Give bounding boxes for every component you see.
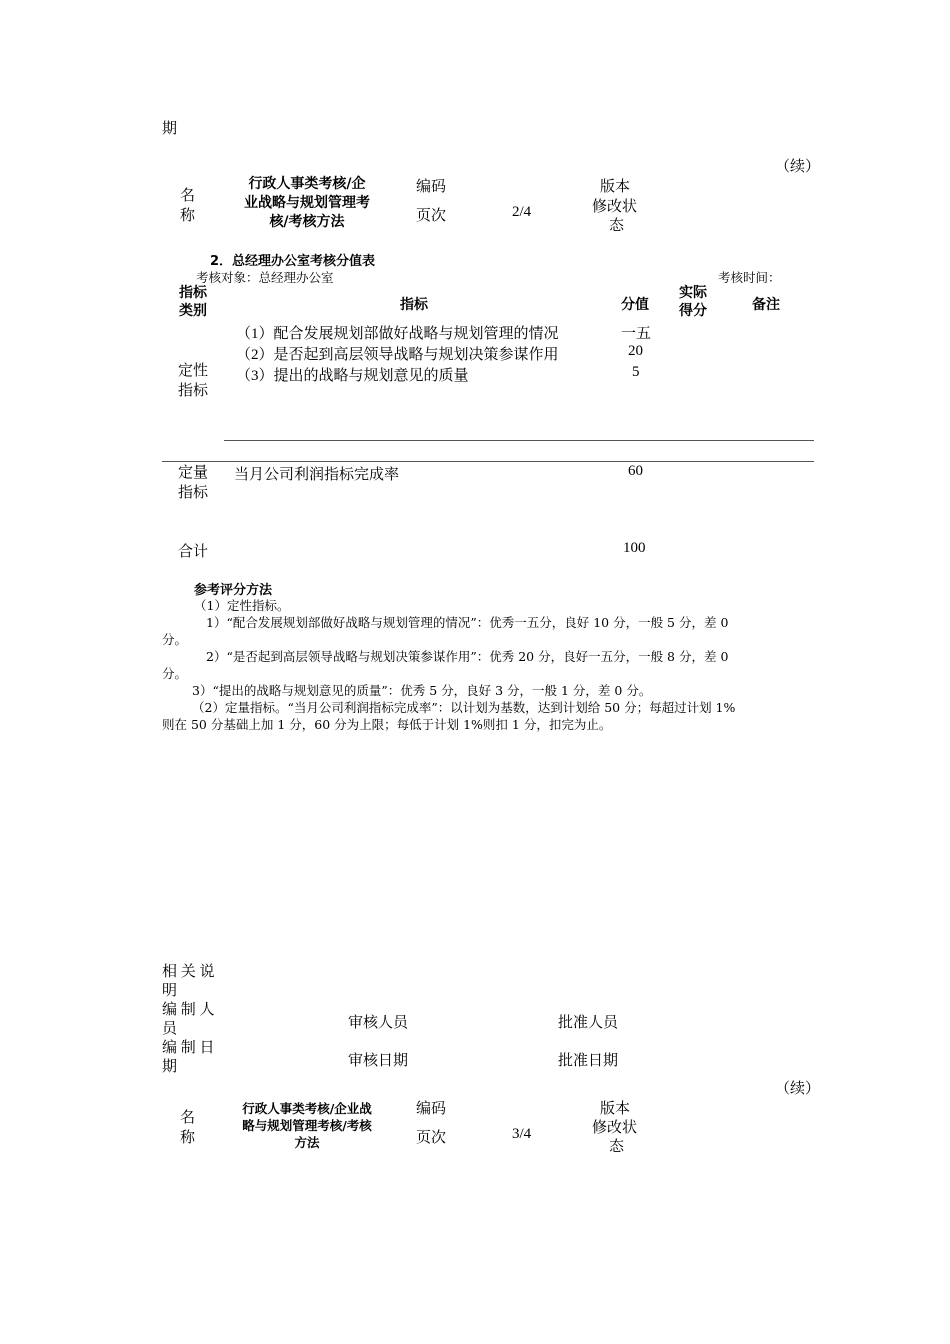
revision-label: 态	[609, 1139, 625, 1155]
name-label: 名	[180, 188, 196, 204]
page-fragment-text: 期	[162, 121, 178, 137]
header-category: 指标 类别	[179, 285, 207, 319]
table-row: 当月公司利润指标完成率	[234, 467, 400, 483]
quantitative-category: 定量 指标	[178, 465, 209, 501]
total-label: 合计	[178, 544, 209, 560]
method-line: 分。	[162, 632, 188, 647]
edit-date-label: 编 制 日 期	[162, 1040, 215, 1075]
approver-label: 批准人员	[558, 1015, 619, 1031]
continued-label: （续）	[775, 159, 821, 175]
row-score: 20	[628, 343, 643, 359]
row-score: 一五	[621, 326, 652, 342]
code-label: 编码	[416, 1101, 447, 1117]
page-value: 2/4	[512, 204, 532, 220]
method-line: 分。	[162, 666, 188, 681]
table-row: （1）配合发展规划部做好战略与规划管理的情况	[236, 326, 559, 342]
method-title: 参考评分方法	[194, 583, 273, 598]
row-score: 60	[628, 463, 643, 479]
row-score: 5	[632, 364, 640, 380]
approve-date-label: 批准日期	[558, 1053, 619, 1069]
method-line: 2）“是否起到高层领导战略与规划决策参谋作用”：优秀 20 分，良好一五分，一般 8 分，差 0	[206, 649, 729, 664]
document-title: 行政人事类考核/企 业战略与规划管理考 核/考核方法	[244, 176, 370, 230]
editor-label: 编 制 人 员	[162, 1002, 215, 1037]
page-value: 3/4	[512, 1126, 532, 1142]
method-line: 则在 50 分基础上加 1 分，60 分为上限；每低于计划 1%则扣 1 分，扣完为止。	[162, 717, 612, 732]
assessment-target: 考核对象：总经理办公室	[196, 270, 334, 285]
page-label: 页次	[416, 208, 447, 224]
reviewer-label: 审核人员	[348, 1015, 409, 1031]
document-title: 行政人事类考核/企业战 略与规划管理考核/考核 方法	[242, 1101, 372, 1150]
revision-label: 修改状	[592, 1120, 638, 1136]
continued-label: （续）	[775, 1081, 821, 1097]
revision-label: 态	[609, 218, 625, 234]
assessment-time: 考核时间：	[718, 270, 781, 285]
name-label: 名	[180, 1110, 196, 1126]
page-label: 页次	[416, 1130, 447, 1146]
header-actual-score: 实际 得分	[679, 285, 707, 319]
table-divider	[224, 440, 814, 441]
review-date-label: 审核日期	[348, 1053, 409, 1069]
method-line: 3）“提出的战略与规划意见的质量”：优秀 5 分，良好 3 分，一般 1 分，差 0 分。	[192, 683, 652, 698]
table-row: （2）是否起到高层领导战略与规划决策参谋作用	[236, 347, 559, 363]
version-label: 版本	[600, 179, 631, 195]
method-line: 1）“配合发展规划部做好战略与规划管理的情况”：优秀一五分，良好 10 分，一般 5 分，差 0	[206, 615, 729, 630]
header-note: 备注	[752, 297, 780, 313]
section-title: 2．总经理办公室考核分值表	[210, 254, 376, 269]
name-label: 称	[180, 1130, 196, 1146]
revision-label: 修改状	[592, 199, 638, 215]
header-score: 分值	[621, 297, 649, 313]
method-line: （1）定性指标。	[194, 598, 290, 613]
method-line: （2）定量指标。“当月公司利润指标完成率”：以计划为基数，达到计划给 50 分；每超过计划 1%	[192, 700, 736, 715]
version-label: 版本	[600, 1101, 631, 1117]
table-row: （3）提出的战略与规划意见的质量	[236, 368, 469, 384]
qualitative-category: 定性 指标	[178, 363, 209, 399]
header-indicator: 指标	[400, 297, 428, 313]
code-label: 编码	[416, 179, 447, 195]
total-score: 100	[623, 540, 646, 556]
name-label: 称	[180, 208, 196, 224]
related-notes-label: 相 关 说 明	[162, 964, 215, 999]
table-divider	[162, 461, 814, 462]
